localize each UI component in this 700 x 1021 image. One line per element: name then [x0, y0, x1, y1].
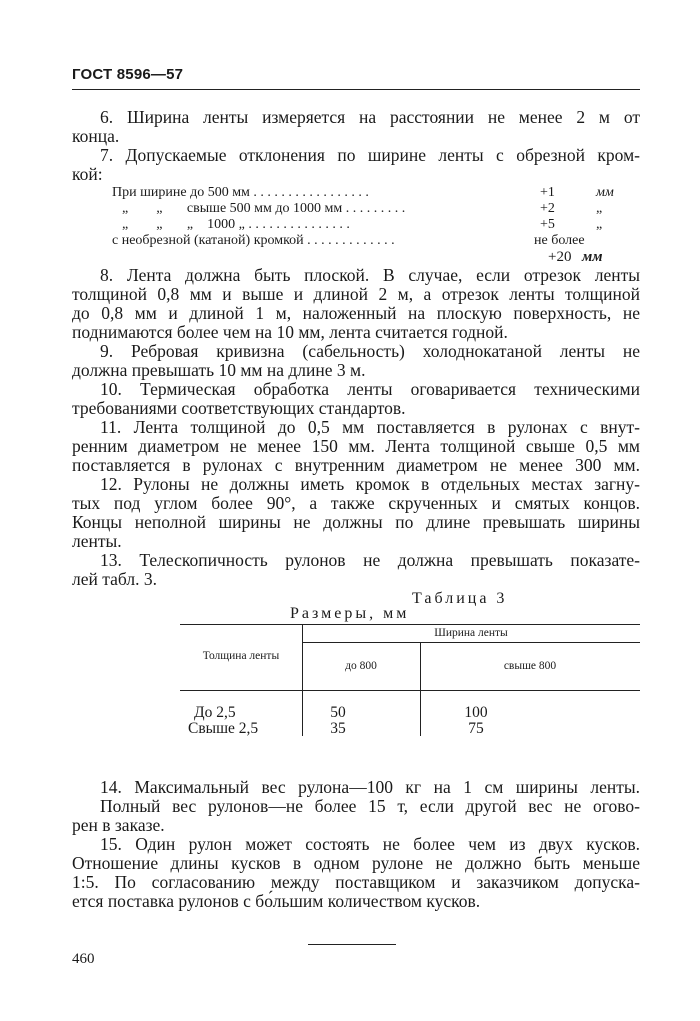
tolerance-row-1-unit: мм	[596, 185, 614, 200]
para-12-line-4: ленты.	[72, 531, 122, 551]
tolerance-row-1-label: При ширине до 500 мм . . . . . . . . . . . . . . . . .	[112, 185, 369, 200]
tolerance-row-3-value: +5	[540, 217, 555, 232]
para-10-line-1: 10. Термическая обработка ленты оговаривается техническими	[100, 379, 640, 399]
para-7-line-1: 7. Допускаемые отклонения по ширине ленты с обрезной кром-	[100, 145, 640, 165]
tolerance-row-4-label: с необрезной (катаной) кромкой . . . . . . . . . . . . .	[112, 233, 395, 248]
para-10-line-2: требованиями соответствующих стандартов.	[72, 398, 406, 418]
tolerance-row-4-value: не более	[534, 233, 585, 248]
para-6-line-1: 6. Ширина ленты измеряется на расстоянии не менее 2 м от	[100, 107, 640, 127]
para-15-line-4: ется поставка рулонов с бо́льшим количеством кусков.	[72, 891, 481, 911]
para-11-line-2: ренним диаметром не менее 150 мм. Лента толщиной свыше 0,5 мм	[72, 436, 640, 456]
table-vline-2	[420, 642, 421, 736]
table-sub-rule	[302, 642, 640, 643]
table-subcaption: Размеры, мм	[290, 605, 410, 622]
para-15-line-1: 15. Один рулон может состоять не более чем из двух кусков.	[100, 834, 640, 854]
para-15-line-3: 1:5. По согласованию между поставщиком и заказчиком допуска-	[72, 872, 640, 892]
tolerance-row-1-value: +1	[540, 185, 555, 200]
para-9-line-1: 9. Ребровая кривизна (сабельность) холоднокатаной ленты не	[100, 341, 640, 361]
table-row-1-label: До 2,5	[194, 704, 236, 721]
table-row-1-a: 50	[330, 704, 346, 721]
table-subheader-b: свыше 800	[503, 660, 557, 672]
para-9-line-2: должна превышать 10 мм на длине 3 м.	[72, 360, 366, 380]
tolerance-row-5-unit: мм	[582, 249, 603, 265]
table-vline-1	[302, 624, 303, 736]
table-caption: Таблица 3	[412, 590, 508, 607]
para-8-line-2: толщиной 0,8 мм и выше и длиной 2 м, а отрезок ленты толщиной	[72, 284, 640, 304]
para-13-line-1: 13. Телескопичность рулонов не должна превышать показате-	[100, 550, 640, 570]
page-header: ГОСТ 8596—57	[72, 66, 184, 83]
para-6-line-2: конца.	[72, 126, 120, 146]
tolerance-row-3-label: „ „ „ 1000 „ . . . . . . . . . . . . . . .	[122, 217, 350, 232]
table-row-1-b: 100	[464, 704, 488, 721]
table-top-rule	[180, 624, 640, 625]
table-header-thickness: Толщина ленты	[202, 650, 280, 662]
tolerance-row-2-value: +2	[540, 201, 555, 216]
table-row-2-label: Свыше 2,5	[188, 720, 259, 737]
para-14-line-2: Полный вес рулонов—не более 15 т, если другой вес не огово-	[100, 796, 640, 816]
para-8-line-4: поднимаются более чем на 10 мм, лента считается годной.	[72, 322, 508, 342]
table-row-2-a: 35	[330, 720, 346, 737]
tolerance-row-5-value: +20	[548, 249, 572, 265]
tolerance-row-2-label: „ „ свыше 500 мм до 1000 мм . . . . . . . . .	[122, 201, 406, 216]
table-head-rule	[180, 690, 640, 691]
para-13-line-2: лей табл. 3.	[72, 569, 157, 589]
para-14-line-3: рен в заказе.	[72, 815, 165, 835]
table-subheader-a: до 800	[345, 660, 377, 672]
para-15-line-2: Отношение длины кусков в одном рулоне не должно быть меньше	[72, 853, 640, 873]
para-11-line-1: 11. Лента толщиной до 0,5 мм поставляется в рулонах с внут-	[100, 417, 640, 437]
para-12-line-3: Концы неполной ширины не должны по длине превышать ширины	[72, 512, 640, 532]
tolerance-row-3-unit: „	[596, 217, 603, 232]
tolerance-row-2-unit: „	[596, 201, 603, 216]
para-11-line-3: поставляется в рулонах с внутренним диаметром не менее 300 мм.	[72, 455, 640, 475]
para-12-line-2: тых под углом более 90°, а также скрученных и смятых концов.	[72, 493, 640, 513]
page-number: 460	[72, 951, 95, 967]
table-row-2-b: 75	[468, 720, 484, 737]
para-8-line-1: 8. Лента должна быть плоской. В случае, если отрезок ленты	[100, 265, 640, 285]
footer-rule	[308, 944, 396, 945]
para-8-line-3: до 0,8 мм и длиной 1 м, наложенный на плоскую поверхность, не	[72, 303, 640, 323]
header-rule	[72, 89, 640, 90]
para-14-line-1: 14. Максимальный вес рулона—100 кг на 1 см ширины ленты.	[100, 777, 640, 797]
para-7-line-2: кой:	[72, 164, 103, 184]
table-header-width: Ширина ленты	[434, 627, 508, 639]
para-12-line-1: 12. Рулоны не должны иметь кромок в отдельных местах загну-	[100, 474, 640, 494]
